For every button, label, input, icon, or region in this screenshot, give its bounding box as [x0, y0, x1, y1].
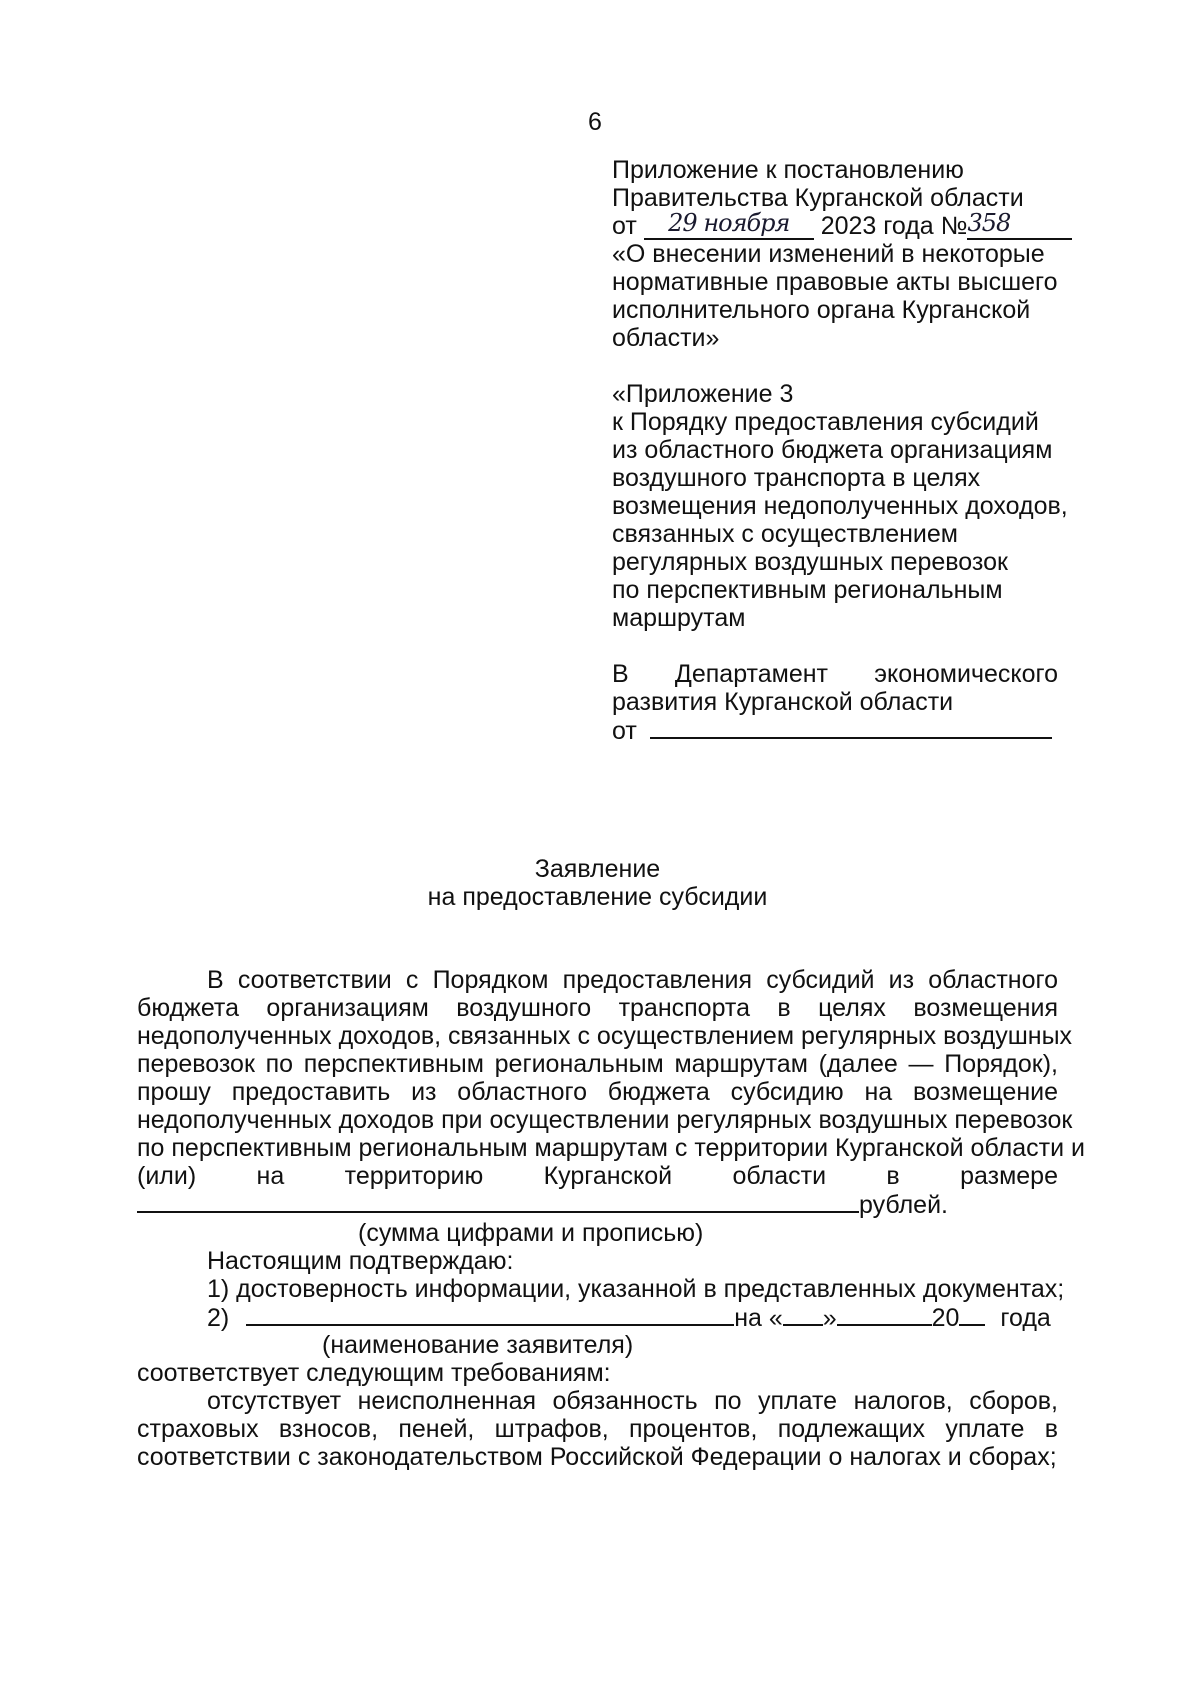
- sum-blank-field: [137, 1189, 859, 1213]
- requirement-line: отсутствует неисполненная обязанность по уплате налогов, сборов,: [207, 1387, 1058, 1415]
- year-suffix: года: [1000, 1304, 1051, 1332]
- date-prefix: от: [612, 212, 637, 240]
- appendix3-line: возмещения недополученных доходов,: [612, 492, 1068, 520]
- year-blank-field: [959, 1302, 985, 1326]
- paragraph-line: бюджета организациям воздушного транспорта в целях возмещения: [137, 994, 1058, 1022]
- appendix3-line: к Порядку предоставления субсидий: [612, 408, 1039, 436]
- complies-text: соответствует следующим требованиям:: [137, 1359, 611, 1387]
- addressee-line2: развития Курганской области: [612, 688, 954, 716]
- handwritten-number: 358: [967, 208, 1072, 240]
- paragraph-line: недополученных доходов при осуществлении регулярных воздушных перевозок: [137, 1106, 1073, 1134]
- resolution-title-line2: нормативные правовые акты высшего: [612, 268, 1058, 296]
- appendix3-line: по перспективным региональным: [612, 576, 1003, 604]
- paragraph-line: В соответствии с Порядком предоставления субсидий из областного: [207, 966, 1058, 994]
- sum-line: [137, 1189, 948, 1220]
- item2-line: [207, 1302, 1051, 1333]
- item2-na: на «: [734, 1304, 783, 1332]
- appendix-header-line2: Правительства Курганской области: [612, 184, 1024, 212]
- month-blank-field: [837, 1302, 932, 1326]
- confirm-text: Настоящим подтверждаю:: [207, 1247, 514, 1275]
- appendix3-line: связанных с осуществлением: [612, 520, 958, 548]
- paragraph-line: прошу предоставить из областного бюджета субсидию на возмещение: [137, 1078, 1058, 1106]
- date-suffix: 2023 года №: [820, 212, 968, 240]
- paragraph-line: недополученных доходов, связанных с осуществлением регулярных воздушных: [137, 1022, 1073, 1050]
- item2-number: 2): [207, 1304, 230, 1332]
- item2-quote: »: [822, 1304, 837, 1332]
- applicant-caption: (наименование заявителя): [322, 1331, 634, 1359]
- day-blank-field: [783, 1302, 823, 1326]
- rubles-label: рублей.: [859, 1191, 949, 1219]
- sum-caption: (сумма цифрами и прописью): [358, 1219, 704, 1247]
- resolution-title-line3: исполнительного органа Курганской: [612, 296, 1031, 324]
- item1-text: 1) достоверность информации, указанной в представленных документах;: [207, 1275, 1065, 1303]
- from-label: от: [612, 717, 637, 745]
- paragraph-line: по перспективным региональным маршрутам с территории Курганской области и: [137, 1134, 1085, 1162]
- paragraph-line: перевозок по перспективным региональным маршрутам (далее — Порядок),: [137, 1050, 1058, 1078]
- addressee-from-line: [612, 715, 1052, 746]
- resolution-title-line4: области»: [612, 324, 720, 352]
- appendix-header-line1: Приложение к постановлению: [612, 156, 964, 184]
- addressee-word: В: [612, 660, 629, 688]
- appendix3-line: «Приложение 3: [612, 380, 794, 408]
- paragraph-line: (или) на территорию Курганской области в размере: [137, 1162, 1058, 1190]
- appendix3-line: воздушного транспорта в целях: [612, 464, 981, 492]
- addressee-word: Департамент: [674, 660, 828, 688]
- handwritten-date: 29 ноября: [644, 208, 814, 240]
- year-prefix: 20: [931, 1304, 960, 1332]
- document-subtitle: на предоставление субсидии: [427, 883, 768, 911]
- from-blank-field: [650, 715, 1052, 739]
- document-title: Заявление: [534, 855, 661, 883]
- resolution-title-line1: «О внесении изменений в некоторые: [612, 240, 1045, 268]
- applicant-blank-field: [246, 1302, 734, 1326]
- addressee-word: экономического: [874, 660, 1058, 688]
- appendix3-line: из областного бюджета организациям: [612, 436, 1053, 464]
- addressee-line1: [612, 659, 1058, 689]
- requirement-line: соответствии с законодательством Российской Федерации о налогах и сборах;: [137, 1443, 1057, 1471]
- appendix3-line: регулярных воздушных перевозок: [612, 548, 1008, 576]
- requirement-line: страховых взносов, пеней, штрафов, процентов, подлежащих уплате в: [137, 1415, 1058, 1443]
- page-number: 6: [588, 108, 602, 136]
- appendix3-line: маршрутам: [612, 604, 746, 632]
